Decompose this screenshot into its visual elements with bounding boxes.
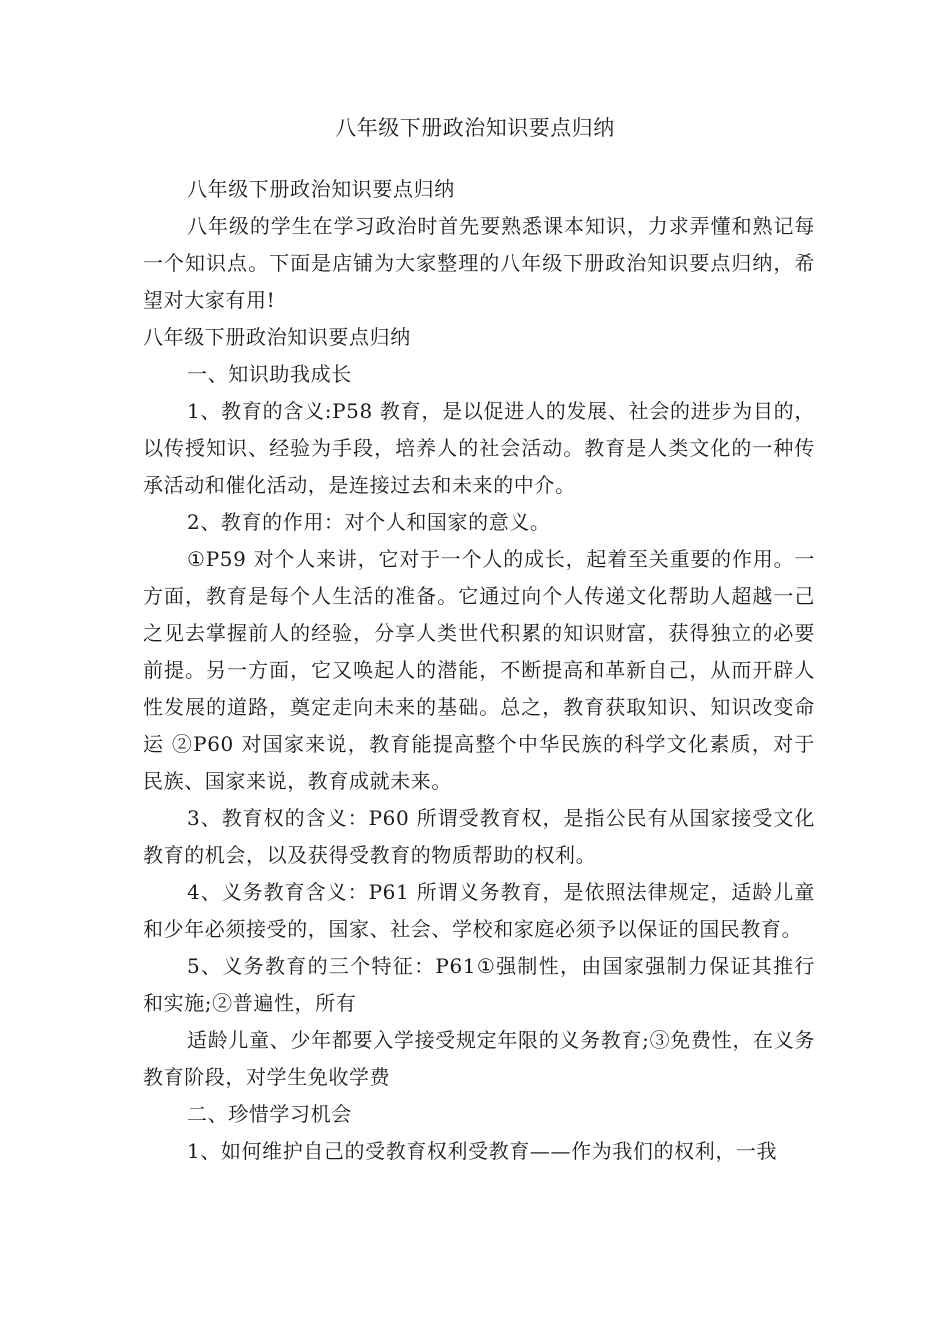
paragraph-heading: 八年级下册政治知识要点归纳	[143, 325, 411, 349]
paragraph-item-2-detail: ①P59 对个人来讲，它对于一个人的成长，起着至关重要的作用。一方面，教育是每个人生活的准备。它通过向个人传递文化帮助人超越一己之见去掌握前人的经验，分享人类世代积累的知识财富，获得独立的必要前提。另一方面，它又唤起人的潜能，不断提高和革新自己，从而开辟人性发展的道路，奠定走向未来的基础。总之，教育获取知识、知识改变命运 ②P60 对国家来说，教育能提高整个中华民族的科学文化素质，对于民族、国家来说，教育成就未来。	[143, 547, 815, 793]
document-body	[143, 171, 815, 1170]
paragraph-intro: 八年级的学生在学习政治时首先要熟悉课本知识，力求弄懂和熟记每一个知识点。下面是店铺为大家整理的八年级下册政治知识要点归纳，希望对大家有用!	[143, 214, 815, 312]
paragraph-item-5-continued: 适龄儿童、少年都要入学接受规定年限的义务教育;③免费性，在义务教育阶段，对学生免收学费	[143, 1028, 815, 1089]
section-heading-2: 二、珍惜学习机会	[187, 1102, 352, 1126]
paragraph-item-4: 4、义务教育含义：P61 所谓义务教育，是依照法律规定，适龄儿童和少年必须接受的，国家、社会、学校和家庭必须予以保证的国民教育。	[143, 880, 815, 941]
paragraph-section-2-item-1: 1、如何维护自己的受教育权利受教育——作为我们的权利，一我	[187, 1139, 778, 1163]
paragraph-subtitle: 八年级下册政治知识要点归纳	[187, 177, 455, 201]
page-title: 八年级下册政治知识要点归纳	[335, 116, 615, 140]
paragraph-item-1: 1、教育的含义:P58 教育，是以促进人的发展、社会的进步为目的，以传授知识、经验为手段，培养人的社会活动。教育是人类文化的一种传承活动和催化活动，是连接过去和未来的中介。	[143, 399, 815, 497]
paragraph-item-5: 5、义务教育的三个特征：P61①强制性，由国家强制力保证其推行和实施;②普遍性，所有	[143, 954, 815, 1015]
paragraph-item-2: 2、教育的作用：对个人和国家的意义。	[187, 510, 551, 534]
paragraph-item-3: 3、教育权的含义：P60 所谓受教育权，是指公民有从国家接受文化教育的机会，以及获得受教育的物质帮助的权利。	[143, 806, 815, 867]
section-heading-1: 一、知识助我成长	[187, 362, 352, 386]
